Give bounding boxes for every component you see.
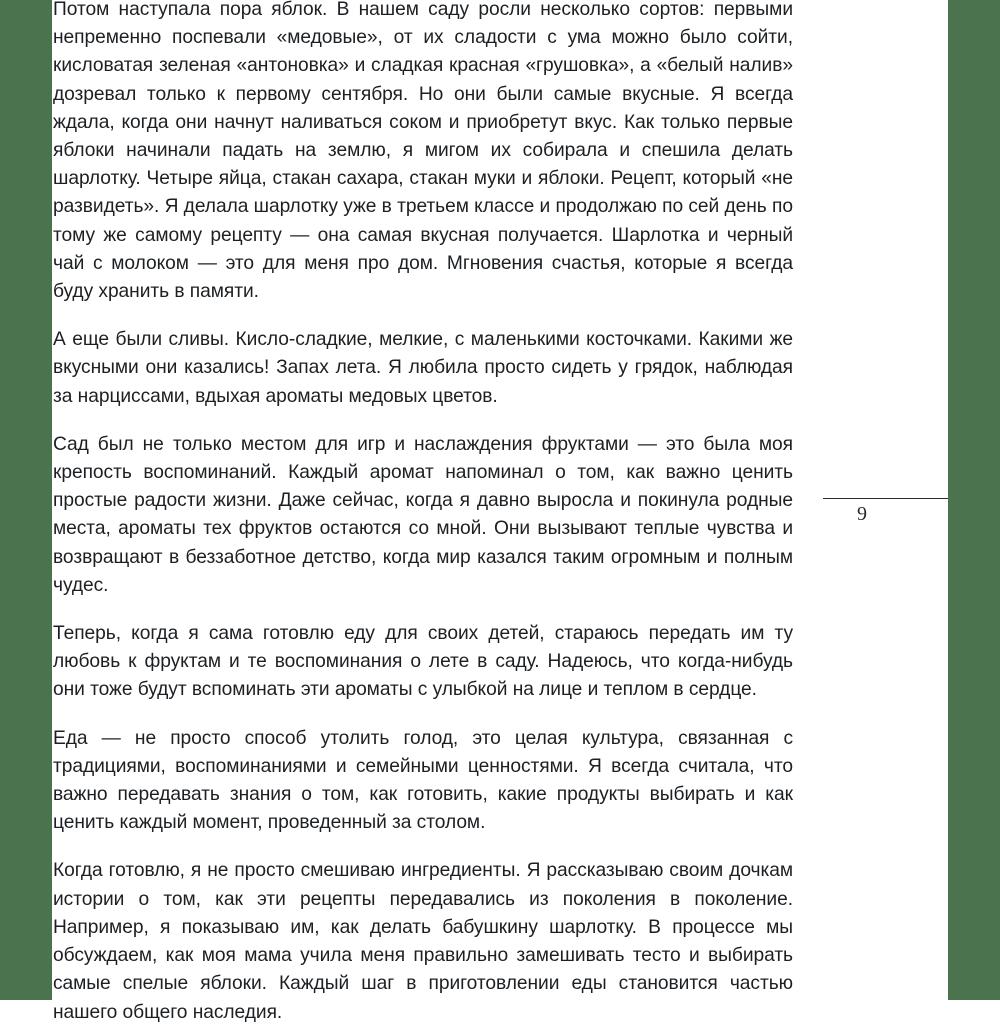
paragraph-2: А еще были сливы. Кисло-сладкие, мелкие, с маленькими косточками. Какими же вкусными они казались! Запах лета. Я любила просто сидеть у грядок, наблюдая за нарциссами, вдыхая ароматы медовых цветов. bbox=[53, 329, 793, 407]
paragraph-1: Потом наступала пора яблок. В нашем саду росли несколько сортов: первыми непременно поспевали «медовые», от их сладости с ума можно было сойти, кисловатая зеленая «антоновка» и сладкая красная «грушовка», а «белый налив» дозревал только к первому сентября. Но они были самые вкусные. Я всегда ждала, когда они начнут наливаться соком и приобретут вкус. Как только первые яблоки начинали падать на землю, я мигом их собирала и спешила делать шарлотку. Четыре яйца, стакан сахара, стакан муки и яблоки. Рецепт, который «не развидеть». Я делала шарлотку уже в третьем классе и продолжаю по сей день по тому же самому рецепту — она самая вкусная получается. Шарлотка и черный чай с молоком — это для меня про дом. Мгновения счастья, которые я всегда буду хранить в памяти. bbox=[53, 0, 793, 303]
body-text-column bbox=[53, 0, 793, 1027]
page-folio bbox=[823, 498, 948, 524]
paragraph-4: Теперь, когда я сама готовлю еду для своих детей, стараюсь передать им ту любовь к фруктам и те воспоминания о лете в саду. Надеюсь, что когда-нибудь они тоже будут вспоминать эти ароматы с улыбкой на лице и теплом в сердце. bbox=[53, 623, 793, 701]
paragraph-6: Когда готовлю, я не просто смешиваю ингредиенты. Я рассказываю своим дочкам истории о том, как эти рецепты передавались из поколения в поколение. Например, я показываю им, как делать бабушкину шарлотку. В процессе мы обсуждаем, как моя мама учила меня правильно замешивать тесто и выбирать самые спелые яблоки. Каждый шаг в приготовлении еды становится частью нашего общего наследия. bbox=[53, 860, 793, 1023]
paragraph-3: Сад был не только местом для игр и наслаждения фруктами — это была моя крепость воспоминаний. Каждый аромат напоминал о том, как важно ценить простые радости жизни. Даже сейчас, когда я давно выросла и покинула родные места, ароматы тех фруктов остаются со мной. Они вызывают теплые чувства и возвращают в беззаботное детство, когда мир казался таким огромным и полным чудес. bbox=[53, 433, 793, 596]
page-number: 9 bbox=[857, 503, 867, 526]
paragraph-5: Еда — не просто способ утолить голод, это целая культура, связанная с традициями, воспоминаниями и семейными ценностями. Я всегда считала, что важно передавать знания о том, как готовить, какие продукты выбирать и как ценить каждый момент, проведенный за столом. bbox=[53, 727, 793, 834]
right-accent-bar bbox=[948, 0, 1000, 1000]
left-accent-bar bbox=[0, 0, 52, 1000]
